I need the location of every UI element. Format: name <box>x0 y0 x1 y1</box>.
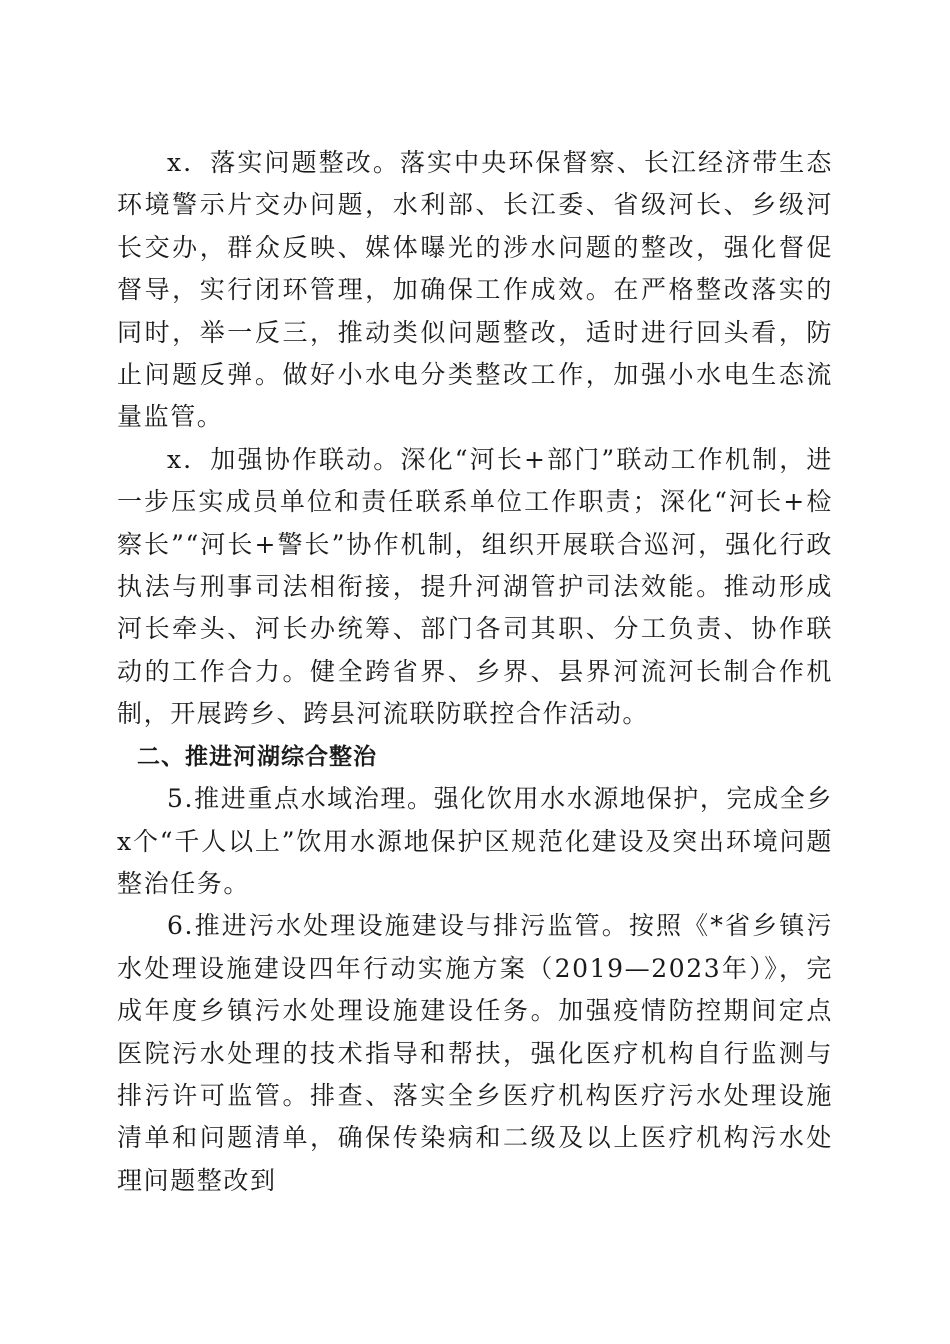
paragraph-key-water-governance: 5.推进重点水域治理。强化饮用水水源地保护，完成全乡x个“千人以上”饮用水源地保护区规范化建设及突出环境问题整治任务。 <box>117 784 833 898</box>
document-body <box>117 142 833 1202</box>
paragraph-sewage-treatment: 6.推进污水处理设施建设与排污监管。按照《*省乡镇污水处理设施建设四年行动实施方案（2019—2023年）》，完成年度乡镇污水处理设施建设任务。加强疫情防控期间定点医院污水处理的技术指导和帮扶，强化医疗机构自行监测与排污许可监管。排查、落实全乡医疗机构医疗污水处理设施清单和问题清单，确保传染病和二级及以上医疗机构污水处理问题整改到 <box>117 911 833 1195</box>
paragraph-cooperation-linkage: x．加强协作联动。深化“河长+部门”联动工作机制，进一步压实成员单位和责任联系单位工作职责；深化“河长+检察长”“河长+警长”协作机制，组织开展联合巡河，强化行政执法与刑事司法相衔接，提升河湖管护司法效能。推动形成河长牵头、河长办统筹、部门各司其职、分工负责、协作联动的工作合力。健全跨省界、乡界、县界河流河长制合作机制，开展跨乡、跨县河流联防联控合作活动。 <box>117 444 833 729</box>
paragraph-problem-rectification: x．落实问题整改。落实中央环保督察、长江经济带生态环境警示片交办问题，水利部、长江委、省级河长、乡级河长交办，群众反映、媒体曝光的涉水问题的整改，强化督促督导，实行闭环管理，加确保工作成效。在严格整改落实的同时，举一反三，推动类似问题整改，适时进行回头看，防止问题反弹。做好小水电分类整改工作，加强小水电生态流量监管。 <box>117 148 833 432</box>
section-heading: 二、推进河湖综合整治 <box>137 743 377 770</box>
